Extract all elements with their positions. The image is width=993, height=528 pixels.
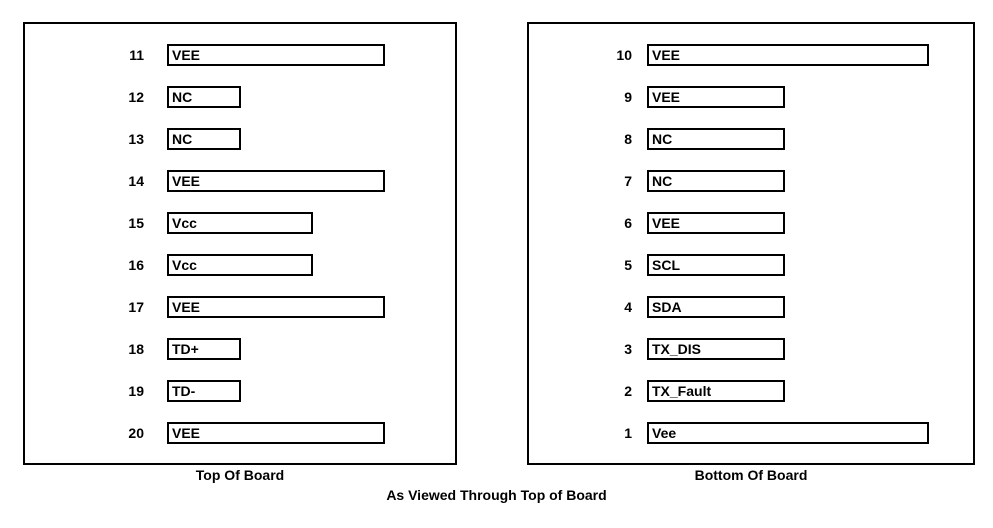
top-pin-row [25, 212, 455, 234]
pin-number: 15 [128, 215, 144, 231]
pin-pad: NC [167, 128, 241, 150]
top-pin-row [25, 128, 455, 150]
bottom-pin-row [529, 170, 973, 192]
top-pin-row [25, 170, 455, 192]
pin-pad: VEE [647, 44, 929, 66]
top-pin-row [25, 380, 455, 402]
pin-number: 18 [128, 341, 144, 357]
bottom-pin-row [529, 254, 973, 276]
top-of-board-caption: Top Of Board [195, 467, 285, 483]
pin-number: 10 [616, 47, 632, 63]
pin-pad: TX_Fault [647, 380, 785, 402]
bottom-of-board-caption: Bottom Of Board [694, 467, 808, 483]
pin-number: 7 [624, 173, 632, 189]
pin-pad: VEE [167, 422, 385, 444]
pin-number: 9 [624, 89, 632, 105]
pin-pad: TX_DIS [647, 338, 785, 360]
bottom-pin-row [529, 422, 973, 444]
top-pin-row [25, 338, 455, 360]
bottom-pin-row [529, 128, 973, 150]
top-of-board-panel [23, 22, 457, 465]
pin-number: 4 [624, 299, 632, 315]
pin-number: 14 [128, 173, 144, 189]
pin-number: 16 [128, 257, 144, 273]
bottom-pin-row [529, 380, 973, 402]
pin-number: 20 [128, 425, 144, 441]
pin-pad: TD+ [167, 338, 241, 360]
bottom-pin-row [529, 212, 973, 234]
bottom-pin-row [529, 338, 973, 360]
top-pin-row [25, 296, 455, 318]
pin-pad: NC [647, 128, 785, 150]
pin-number: 17 [128, 299, 144, 315]
pin-number: 2 [624, 383, 632, 399]
top-pin-row [25, 422, 455, 444]
pin-pad: Vcc [167, 212, 313, 234]
bottom-pin-row [529, 44, 973, 66]
pin-pad: TD- [167, 380, 241, 402]
pin-pad: VEE [167, 296, 385, 318]
pin-pad: VEE [647, 86, 785, 108]
bottom-pin-row [529, 296, 973, 318]
top-pin-row [25, 86, 455, 108]
pin-pad: VEE [167, 170, 385, 192]
diagram-caption: As Viewed Through Top of Board [386, 487, 607, 503]
pin-pad: SCL [647, 254, 785, 276]
pin-number: 6 [624, 215, 632, 231]
top-pin-row [25, 44, 455, 66]
pin-number: 13 [128, 131, 144, 147]
pin-number: 3 [624, 341, 632, 357]
pin-pad: Vcc [167, 254, 313, 276]
bottom-pin-row [529, 86, 973, 108]
pin-pad: NC [647, 170, 785, 192]
pin-pad: SDA [647, 296, 785, 318]
pin-number: 19 [128, 383, 144, 399]
pin-pad: VEE [647, 212, 785, 234]
pin-pad: NC [167, 86, 241, 108]
pin-number: 12 [128, 89, 144, 105]
pin-number: 8 [624, 131, 632, 147]
pin-number: 1 [624, 425, 632, 441]
pin-number: 11 [129, 47, 144, 63]
top-pin-row [25, 254, 455, 276]
bottom-of-board-panel [527, 22, 975, 465]
pin-pad: VEE [167, 44, 385, 66]
pin-number: 5 [624, 257, 632, 273]
pin-pad: Vee [647, 422, 929, 444]
